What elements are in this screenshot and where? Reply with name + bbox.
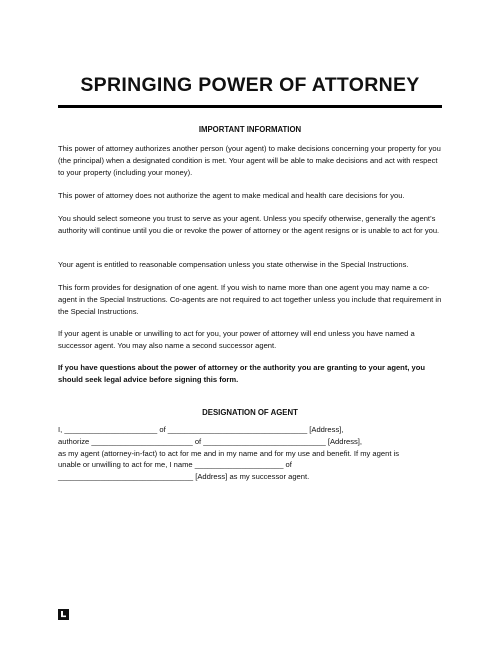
lawdistrict-logo-icon (58, 607, 69, 618)
page-title: SPRINGING POWER OF ATTORNEY (80, 74, 420, 96)
info-paragraph-3: You should select someone you trust to serve as your agent. Unless you specify otherwise, generally the agent’s authority will continue until you die or revoke the power of attorney or the agent resigns or is unable to act for you. (58, 214, 440, 235)
successor-agent-name-line[interactable]: unable or unwilling to act for me, I name _____________________ of (58, 460, 292, 470)
info-paragraph-2: This power of attorney does not authorize the agent to make medical and health care decisions for you. (58, 191, 405, 200)
title-divider (58, 105, 442, 108)
agent-name-address-line[interactable]: I, ______________________ of _________________________________ [Address], (58, 425, 344, 434)
agent-role-text: as my agent (attorney-in-fact) to act for me and in my name and for my use and benefit. If my agent is (58, 448, 400, 458)
legal-advice-notice: If you have questions about the power of attorney or the authority you are granting to your agent, you should seek legal advice before signing this form. (58, 363, 426, 384)
designation-form (58, 424, 448, 483)
designation-of-agent-heading: DESIGNATION OF AGENT (202, 408, 298, 417)
info-paragraph-6: If your agent is unable or unwilling to act for you, your power of attorney will end unless you have named a successor agent. You may also name a second successor agent. (58, 329, 415, 350)
info-paragraph-4: Your agent is entitled to reasonable compensation unless you state otherwise in the Special Instructions. (58, 260, 409, 269)
info-paragraph-1: This power of attorney authorizes another person (your agent) to make decisions concerning your property for you (the principal) when a designated condition is met. Your agent will be able to make decisions and act with respect to your property (including your money). (58, 144, 441, 177)
important-information-heading: IMPORTANT INFORMATION (198, 125, 302, 134)
successor-agent-address-line[interactable]: ________________________________ [Address] as my successor agent. (58, 472, 310, 482)
info-paragraph-5: This form provides for designation of one agent. If you wish to name more than one agent you may name a co-agent in the Special Instructions. Co-agents are not required to act together unless you include that requirement in the Special Instructions. (58, 283, 442, 316)
agent-authorize-line[interactable]: authorize ________________________ of _____________________________ [Address], (58, 436, 363, 446)
